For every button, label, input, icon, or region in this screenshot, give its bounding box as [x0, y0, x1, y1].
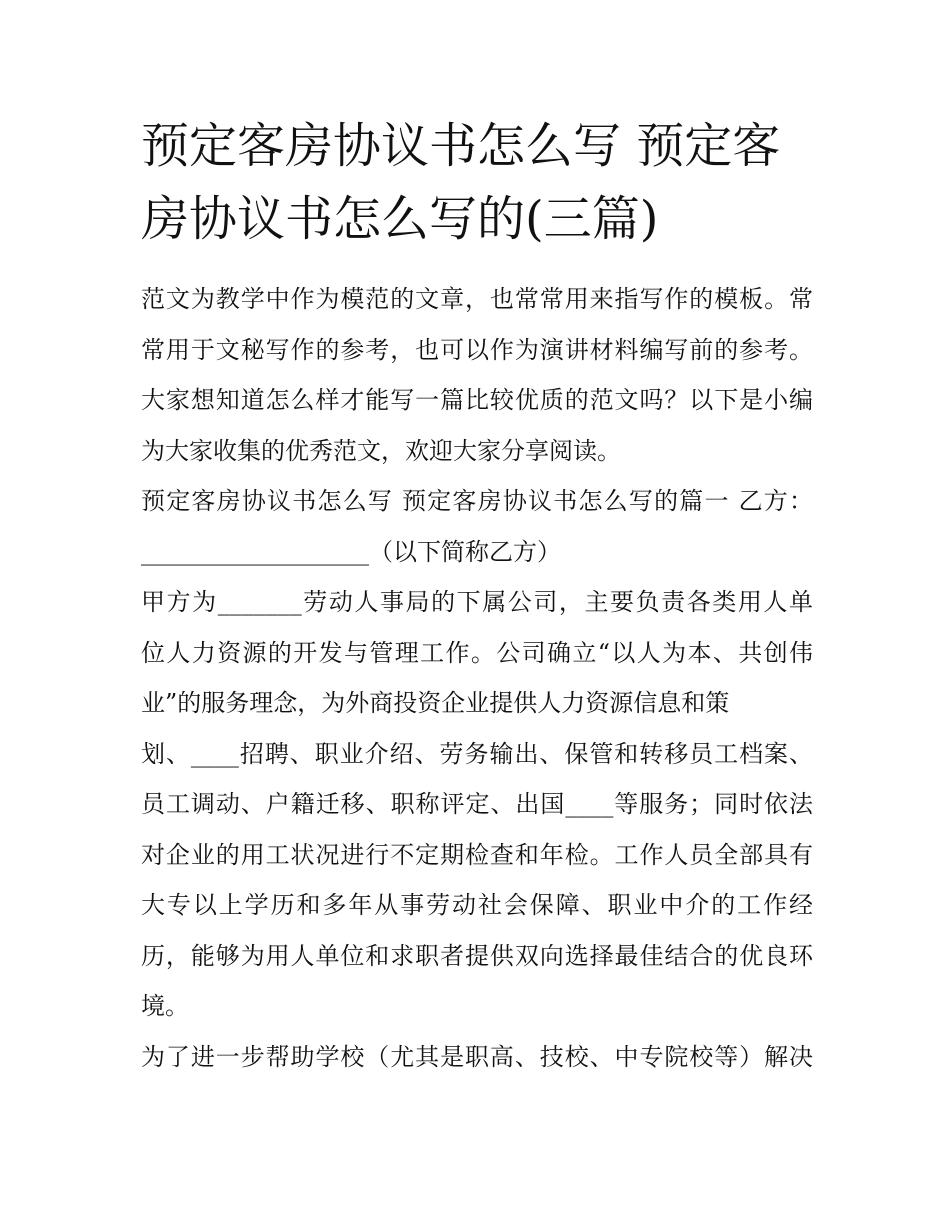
body-line-1: 范文为教学中作为模范的文章，也常常用来指写作的模板。常 [141, 285, 813, 313]
title-line-2: 房协议书怎么写的(三篇) [141, 191, 659, 247]
body-line-14: 历，能够为用人单位和求职者提供双向选择最佳结合的优良环 [141, 941, 813, 970]
document-title [141, 110, 813, 256]
document-page [141, 110, 813, 1082]
body-line-9: 业”的服务理念，为外商投资企业提供人力资源信息和策 [141, 689, 730, 717]
body-line-13: 大专以上学历和多年从事劳动社会保障、职业中介的工作经 [141, 891, 813, 919]
body-line-7: 甲方为_______劳动人事局的下属公司，主要负责各类用人单 [141, 588, 813, 616]
body-line-3: 大家想知道怎么样才能写一篇比较优质的范文吗？以下是小编 [141, 386, 813, 414]
body-line-2: 常用于文秘写作的参考，也可以作为演讲材料编写前的参考。 [141, 335, 813, 364]
body-line-11: 员工调动、户籍迁移、职称评定、出国____等服务；同时依法 [141, 790, 813, 818]
body-line-15: 境。 [141, 992, 189, 1020]
body-line-5: 预定客房协议书怎么写 预定客房协议书怎么写的篇一 乙方： [141, 487, 813, 515]
body-line-16: 为了进一步帮助学校（尤其是职高、技校、中专院校等）解决 [141, 1042, 813, 1071]
body-line-6: ___________________（以下简称乙方） [141, 537, 561, 566]
body-line-10: 划、____招聘、职业介绍、劳务输出、保管和转移员工档案、 [141, 739, 813, 768]
body-line-8: 位人力资源的开发与管理工作。公司确立“以人为本、共创伟 [141, 638, 813, 667]
body-line-12: 对企业的用工状况进行不定期检查和年检。工作人员全部具有 [141, 840, 813, 869]
title-line-1: 预定客房协议书怎么写 预定客 [141, 118, 781, 174]
document-body [141, 274, 813, 1082]
body-line-4: 为大家收集的优秀范文，欢迎大家分享阅读。 [141, 436, 621, 465]
